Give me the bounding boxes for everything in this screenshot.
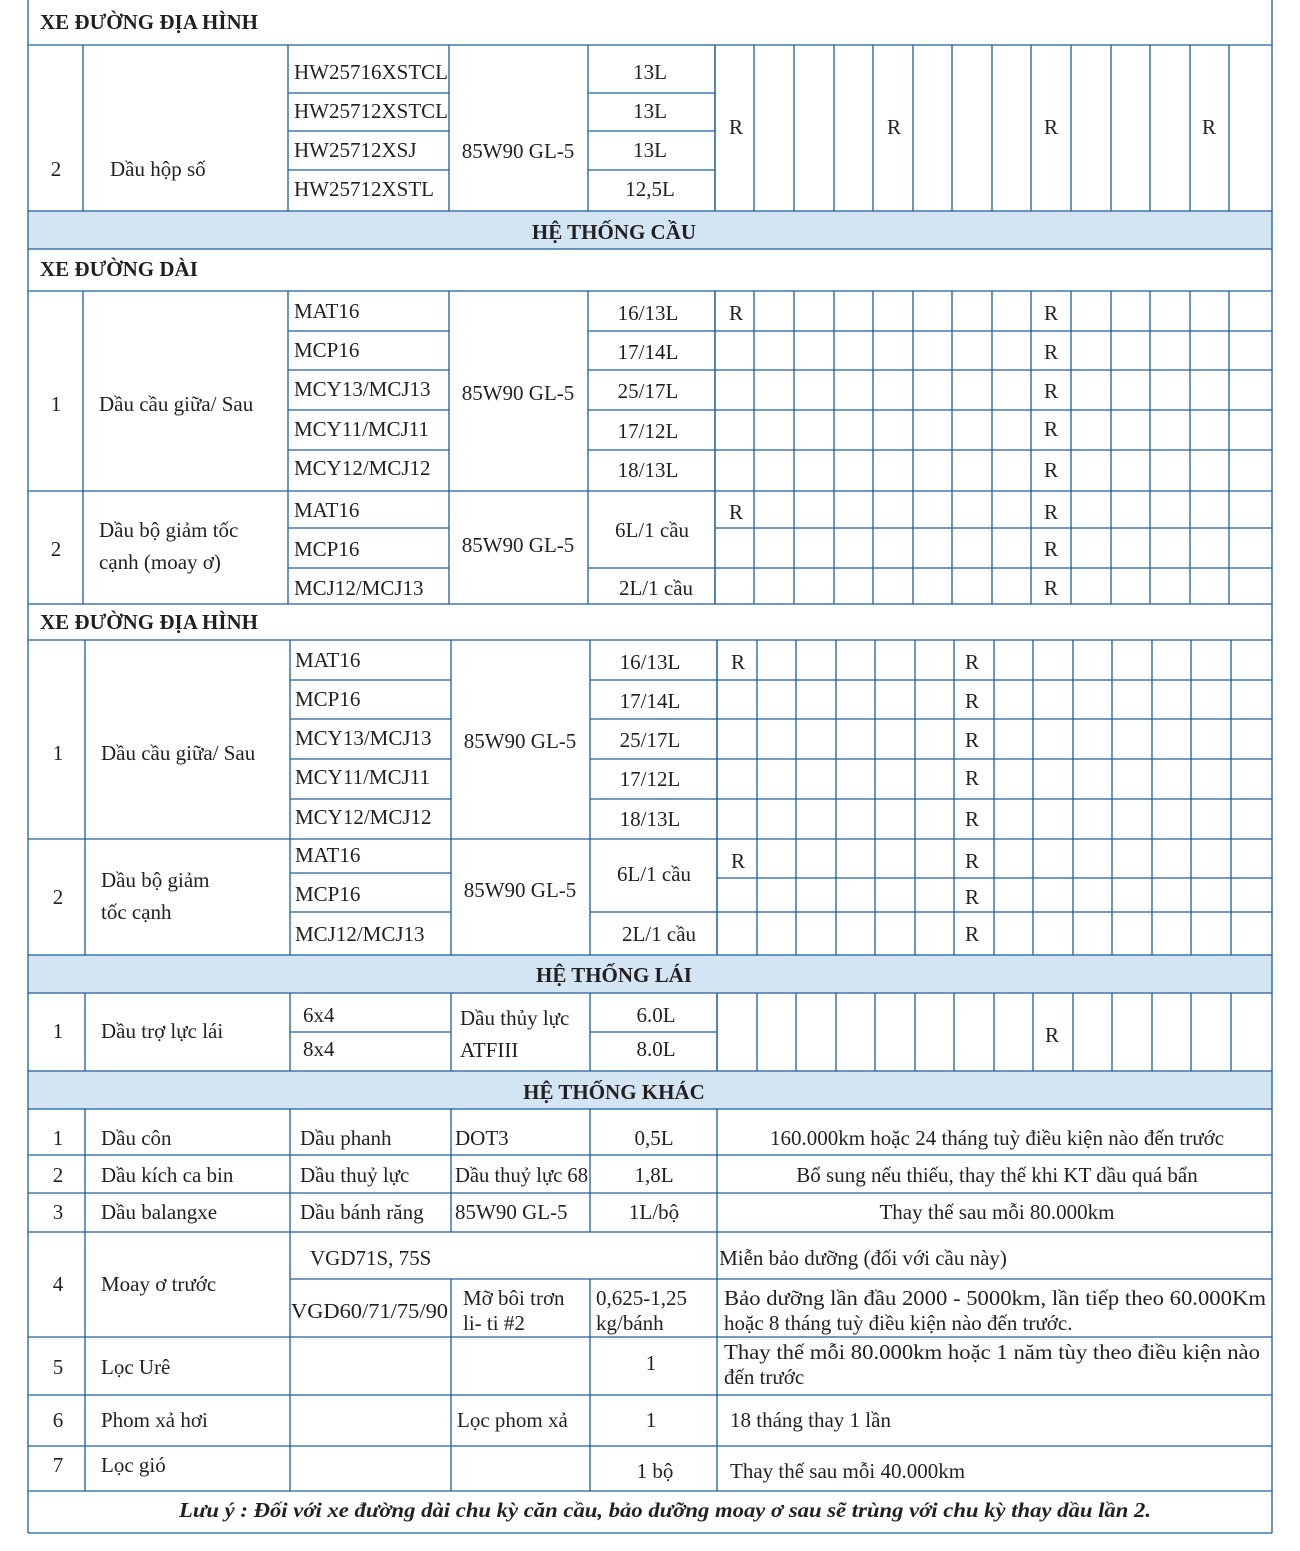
model-code: MAT16 [295, 843, 361, 867]
item-name: Dầu cầu giữa/ Sau [99, 392, 254, 416]
row-number: 5 [52, 1355, 64, 1379]
service-note: Thay thế mỗi 80.000km hoặc 1 năm tùy theo điều kiện nào [724, 1340, 1260, 1364]
service-note: 18 tháng thay 1 lần [730, 1408, 891, 1432]
section-title-axle-system: HỆ THỐNG CẦU [531, 220, 697, 244]
model-code: HW25712XSJ [294, 138, 417, 162]
replace-mark: R [728, 115, 744, 139]
item-name: Phom xả hơi [101, 1408, 208, 1432]
service-note: Bảo dưỡng lần đầu 2000 - 5000km, lần tiếp theo 60.000Km [724, 1286, 1266, 1310]
service-note: Thay thế sau mỗi 80.000km [879, 1200, 1115, 1224]
oil-type: Dầu bánh răng [300, 1200, 424, 1224]
replace-mark: R [1043, 458, 1059, 482]
item-name: Lọc gió [101, 1453, 166, 1477]
oil-spec: Dầu thuỷ lực 68 [455, 1163, 588, 1187]
model-code: MCY13/MCJ13 [294, 377, 431, 401]
replace-mark: R [964, 728, 980, 752]
section-title-longhaul: XE ĐƯỜNG DÀI [40, 257, 198, 281]
row-number: 6 [52, 1408, 64, 1432]
row-number: 1 [50, 392, 62, 416]
filter-type: Lọc phom xả [457, 1408, 568, 1432]
replace-mark: R [964, 885, 980, 909]
item-name: Dầu bộ giảm tốc [99, 518, 239, 542]
model-code: MCP16 [295, 882, 361, 906]
oil-spec: 85W90 GL-5 [461, 533, 575, 557]
item-name: Dầu cầu giữa/ Sau [101, 741, 256, 765]
capacity: 2L/1 cầu [618, 576, 694, 600]
replace-mark: R [728, 301, 744, 325]
capacity: 13L [633, 99, 667, 123]
replace-mark: R [1043, 537, 1059, 561]
replace-mark: R [1044, 1023, 1060, 1047]
capacity: 17/14L [617, 340, 679, 364]
replace-mark: R [1043, 500, 1059, 524]
replace-mark: R [964, 766, 980, 790]
capacity: 18/13L [617, 458, 679, 482]
row-number: 4 [52, 1272, 64, 1296]
hub-type: VGD71S, 75S [310, 1246, 432, 1270]
replace-mark: R [1043, 301, 1059, 325]
oil-type: Dầu phanh [300, 1126, 392, 1150]
oil-type: Dầu thuỷ lực [300, 1163, 410, 1187]
capacity: 25/17L [619, 728, 681, 752]
oil-spec: 85W90 GL-5 [463, 878, 577, 902]
service-note: Bổ sung nếu thiếu, thay thế khi KT dầu quá bẩn [796, 1163, 1198, 1187]
grease-spec: Mỡ bôi trơn [463, 1286, 565, 1310]
capacity: 17/12L [619, 767, 681, 791]
section-title-steering-system: HỆ THỐNG LÁI [536, 963, 692, 987]
quantity: 1L/bộ [628, 1200, 680, 1224]
oil-spec: 85W90 GL-5 [461, 139, 575, 163]
service-note: Miễn bảo dưỡng (đối với cầu này) [719, 1246, 1007, 1270]
service-note: 160.000km hoặc 24 tháng tuỳ điều kiện nào đến trước [769, 1126, 1225, 1150]
row-number: 2 [50, 537, 62, 561]
model-code: MAT16 [295, 648, 361, 672]
section-title-other-system: HỆ THỐNG KHÁC [523, 1080, 705, 1104]
model-code: HW25712XSTL [294, 177, 434, 201]
model-code: MAT16 [294, 299, 360, 323]
capacity: 16/13L [619, 650, 681, 674]
capacity: 13L [633, 138, 667, 162]
item-name: cạnh (moay ơ) [99, 550, 221, 574]
row-number: 7 [52, 1453, 64, 1477]
capacity: 2L/1 cầu [621, 922, 697, 946]
quantity: 1 [645, 1408, 657, 1432]
model-code: HW25716XSTCL [294, 60, 448, 84]
model-code: MCJ12/MCJ13 [294, 576, 424, 600]
row-number: 2 [52, 1163, 64, 1187]
item-name: Dầu kích ca bin [101, 1163, 234, 1187]
replace-mark: R [1043, 576, 1059, 600]
replace-mark: R [964, 849, 980, 873]
row-number: 3 [52, 1200, 64, 1224]
hub-type: VGD60/71/75/90 [291, 1299, 448, 1323]
oil-spec: Dầu thủy lực [460, 1006, 570, 1030]
model-code: MCY12/MCJ12 [295, 805, 432, 829]
model-code: MCY11/MCJ11 [294, 417, 429, 441]
model-code: MCP16 [295, 687, 361, 711]
replace-mark: R [730, 849, 746, 873]
item-name: Dầu hộp số [110, 157, 206, 181]
capacity: 13L [633, 60, 667, 84]
config: 6x4 [303, 1003, 335, 1027]
model-code: MCP16 [294, 537, 360, 561]
capacity: 6.0L [636, 1003, 676, 1027]
replace-mark: R [1043, 340, 1059, 364]
capacity: 16/13L [617, 301, 679, 325]
replace-mark: R [1201, 115, 1217, 139]
oil-spec: 85W90 GL-5 [455, 1200, 568, 1224]
config: 8x4 [303, 1037, 335, 1061]
model-code: MCY12/MCJ12 [294, 456, 431, 480]
footnote: Lưu ý : Đối với xe đường dài chu kỳ căn cầu, bảo dưỡng moay ơ sau sẽ trùng với chu kỳ thay dầu lần 2. [177, 1498, 1151, 1522]
capacity: 17/14L [619, 689, 681, 713]
model-code: MCJ12/MCJ13 [295, 922, 425, 946]
grease-spec: li- ti #2 [463, 1311, 525, 1335]
oil-spec: ATFIII [460, 1038, 519, 1062]
replace-mark: R [728, 500, 744, 524]
row-number: 2 [50, 157, 62, 181]
item-name: Dầu balangxe [101, 1200, 218, 1224]
replace-mark: R [1043, 115, 1059, 139]
row-number: 1 [52, 741, 64, 765]
capacity: 17/12L [617, 419, 679, 443]
section-title-offroad-top: XE ĐƯỜNG ĐỊA HÌNH [40, 10, 258, 34]
item-name: Dầu trợ lực lái [101, 1019, 224, 1043]
replace-mark: R [964, 807, 980, 831]
capacity: 12,5L [625, 177, 675, 201]
oil-spec: 85W90 GL-5 [463, 729, 577, 753]
capacity: 18/13L [619, 807, 681, 831]
service-note: Thay thế sau mỗi 40.000km [730, 1459, 966, 1483]
model-code: HW25712XSTCL [294, 99, 448, 123]
quantity: 1 bộ [636, 1459, 674, 1483]
replace-mark: R [964, 922, 980, 946]
replace-mark: R [730, 650, 746, 674]
capacity: 6L/1 cầu [616, 862, 692, 886]
service-note: hoặc 8 tháng tuỳ điều kiện nào đến trước. [724, 1311, 1073, 1335]
item-name: Dầu bộ giảm [101, 868, 210, 892]
model-code: MCP16 [294, 338, 360, 362]
quantity: 1 [645, 1351, 657, 1375]
replace-mark: R [1043, 417, 1059, 441]
replace-mark: R [964, 650, 980, 674]
quantity: 0,5L [634, 1126, 674, 1150]
capacity: 25/17L [617, 379, 679, 403]
model-code: MCY13/MCJ13 [295, 726, 432, 750]
oil-spec: 85W90 GL-5 [461, 381, 575, 405]
model-code: MAT16 [294, 498, 360, 522]
replace-mark: R [886, 115, 902, 139]
quantity: 1,8L [634, 1163, 674, 1187]
capacity: 6L/1 cầu [614, 518, 690, 542]
item-name: Dầu côn [101, 1126, 172, 1150]
replace-mark: R [1043, 379, 1059, 403]
row-number: 2 [52, 885, 64, 909]
item-name: tốc cạnh [101, 900, 172, 924]
model-code: MCY11/MCJ11 [295, 765, 430, 789]
quantity: kg/bánh [596, 1311, 664, 1335]
row-number: 1 [52, 1126, 64, 1150]
capacity: 8.0L [636, 1037, 676, 1061]
item-name: Lọc Urê [101, 1355, 171, 1379]
section-title-offroad: XE ĐƯỜNG ĐỊA HÌNH [40, 610, 258, 634]
row-number: 1 [52, 1019, 64, 1043]
service-note: đến trước [724, 1365, 805, 1389]
replace-mark: R [964, 689, 980, 713]
item-name: Moay ơ trước [101, 1272, 217, 1296]
quantity: 0,625-1,25 [596, 1286, 687, 1310]
oil-spec: DOT3 [455, 1126, 509, 1150]
